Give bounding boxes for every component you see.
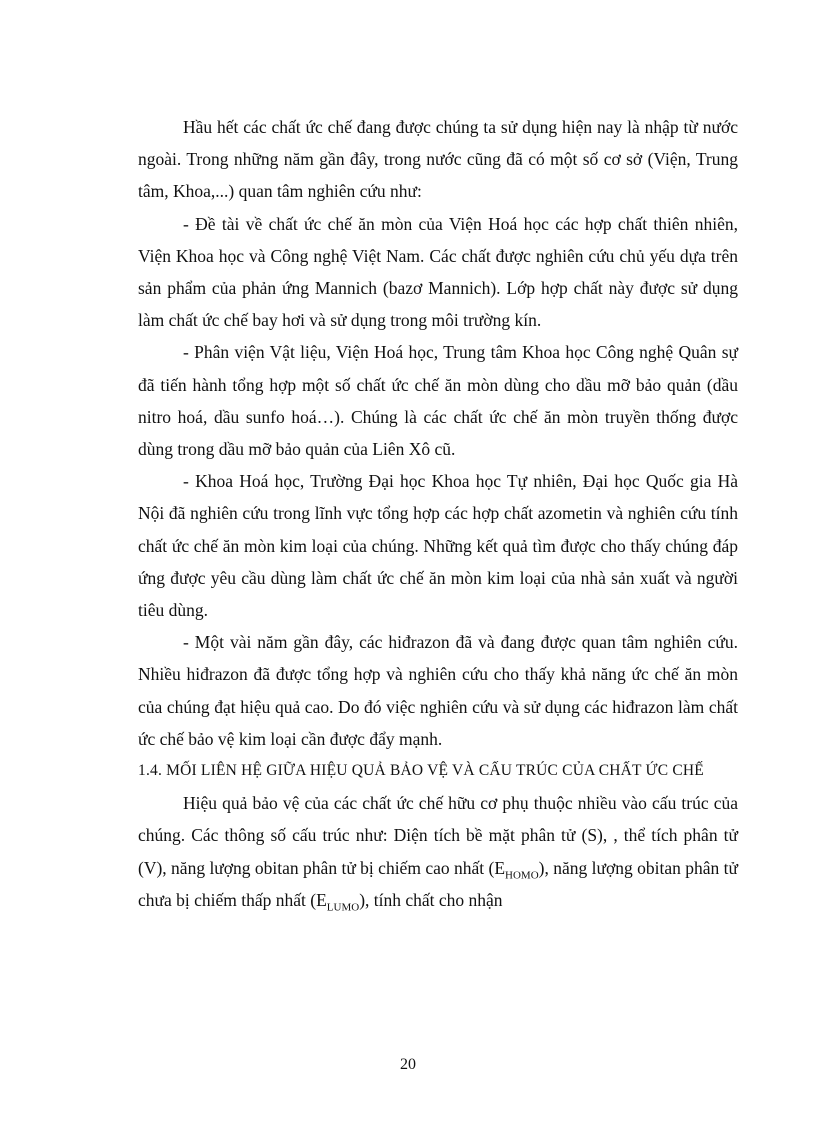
page-body [138,111,738,916]
list-item-khoa-hoa-hoc: - Khoa Hoá học, Trường Đại học Khoa học Tự nhiên, Đại học Quốc gia Hà Nội đã nghiên cứu trong lĩnh vực tổng hợp các hợp chất azometin và nghiên cứu tính chất ức chế ăn mòn kim loại của chúng. Những kết quả tìm được cho thấy chúng đáp ứng được yêu cầu dùng làm chất ức chế ăn mòn kim loại của nhà sản xuất và người tiêu dùng. [138,471,738,621]
structure-text-part-1: Hiệu quả bảo vệ của các chất ức chế hữu cơ phụ thuộc nhiều vào cấu trúc của chúng. Các thông số cấu trúc như: Diện tích bề mặt phân tử (S), , thể tích phân tử (V), năng lượng obitan phân tử bị chiếm cao nhất (E [138,793,738,878]
homo-subscript: HOMO [505,869,539,882]
section-heading: 1.4. MỐI LIÊN HỆ GIỮA HIỆU QUẢ BẢO VỆ VÀ CẤU TRÚC CỦA CHẤT ỨC CHẾ [138,762,704,780]
structure-paragraph [138,787,738,916]
list-item-phan-vien-vat-lieu: - Phân viện Vật liệu, Viện Hoá học, Trung tâm Khoa học Công nghệ Quân sự đã tiến hành tổng hợp một số chất ức chế ăn mòn dùng cho dầu mỡ bảo quản (dầu nitro hoá, dầu sunfo hoá…). Chúng là các chất ức chế ăn mòn truyền thống được dùng trong dầu mỡ bảo quản của Liên Xô cũ. [138,342,738,460]
intro-paragraph: Hầu hết các chất ức chế đang được chúng ta sử dụng hiện nay là nhập từ nước ngoài. Trong những năm gần đây, trong nước cũng đã có một số cơ sở (Viện, Trung tâm, Khoa,...) quan tâm nghiên cứu như: [138,117,738,202]
lumo-subscript: LUMO [326,901,360,914]
list-item-vien-hoa-hoc: - Đề tài về chất ức chế ăn mòn của Viện Hoá học các hợp chất thiên nhiên, Viện Khoa học và Công nghệ Việt Nam. Các chất được nghiên cứu chủ yếu dựa trên sản phẩm của phản ứng Mannich (bazơ Mannich). Lớp hợp chất này được sử dụng làm chất ức chế bay hơi và sử dụng trong môi trường kín. [138,213,738,331]
list-item-hidrazon: - Một vài năm gần đây, các hiđrazon đã và đang được quan tâm nghiên cứu. Nhiều hiđrazon đã được tổng hợp và nghiên cứu cho thấy khả năng ức chế ăn mòn của chúng đạt hiệu quả cao. Do đó việc nghiên cứu và sử dụng các hiđrazon làm chất ức chế bảo vệ kim loại cần được đẩy mạnh. [138,632,738,749]
structure-text-part-3: ), tính chất cho nhận [359,889,503,910]
page-number: 20 [400,1056,416,1073]
structure-text-part-2: ), năng lượng obitan phân tử chưa bị chiếm thấp nhất (E [138,857,738,910]
